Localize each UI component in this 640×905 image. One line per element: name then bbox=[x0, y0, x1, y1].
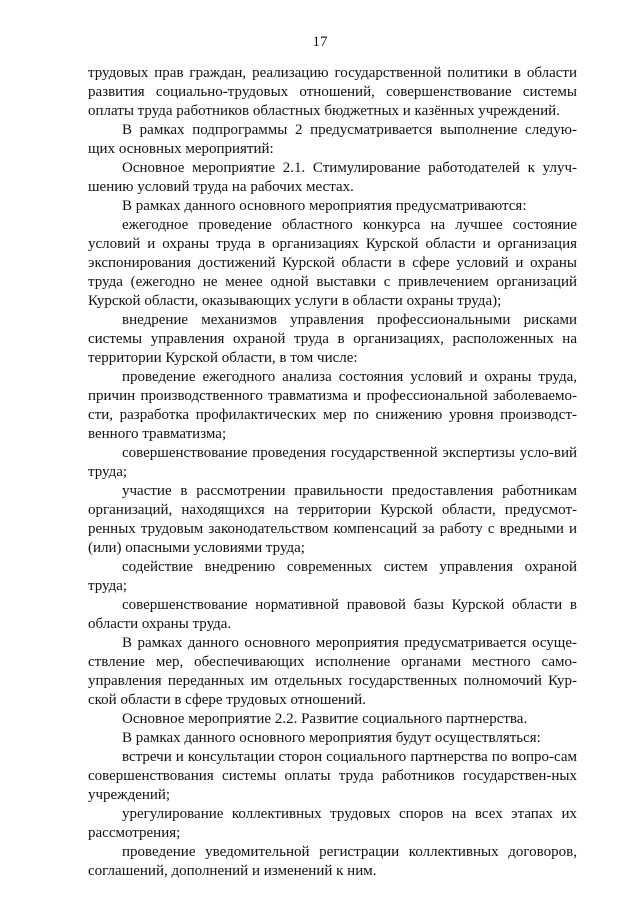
list-item: участие в рассмотрении правильности предоставления работникам организаций, находящихся на территории Курской области, предусмот-ренных трудовым законодательством компенсаций за работу с вредными и (или) опасными условиями труда; bbox=[88, 483, 577, 556]
list-item: проведение ежегодного анализа состояния условий и охраны труда, причин производственного травматизма и профессиональной заболеваемо-сти, разработка профилактических мер по снижению уровня производст-венного травматизма; bbox=[88, 369, 577, 442]
list-item: совершенствование проведения государственной экспертизы усло-вий труда; bbox=[88, 445, 577, 480]
paragraph-main-activity-2-2: Основное мероприятие 2.2. Развитие социального партнерства. bbox=[122, 711, 528, 727]
list-item: урегулирование коллективных трудовых споров на всех этапах их рассмотрения; bbox=[88, 806, 577, 841]
document-body bbox=[88, 64, 577, 881]
paragraph-continuation: трудовых прав граждан, реализацию государственной политики в области развития социально-трудовых отношений, совершенствование системы оплаты труда работников областных бюджетных и казённых учреждений. bbox=[88, 65, 577, 119]
list-item: проведение уведомительной регистрации коллективных договоров, соглашений, дополнений и изменений к ним. bbox=[88, 844, 577, 879]
paragraph: В рамках подпрограммы 2 предусматривается выполнение следую-щих основных мероприятий: bbox=[88, 122, 577, 157]
paragraph: В рамках данного основного мероприятия будут осуществляться: bbox=[122, 730, 541, 746]
paragraph: В рамках данного основного мероприятия предусматривается осуще-ствление мер, обеспечивающих исполнение органами местного само-управления переданных им отдельных государственных полномочий Кур-ской области в сфере трудовых отношений. bbox=[88, 635, 577, 708]
paragraph-main-activity-2-1: Основное мероприятие 2.1. Стимулирование работодателей к улуч-шению условий труда на рабочих местах. bbox=[88, 160, 577, 195]
list-item: встречи и консультации сторон социального партнерства по вопро-сам совершенствования системы оплаты труда работников государствен-ных учреждений; bbox=[88, 749, 577, 803]
paragraph: В рамках данного основного мероприятия предусматриваются: bbox=[122, 198, 527, 214]
list-item: содействие внедрению современных систем управления охраной труда; bbox=[88, 559, 577, 594]
list-item: ежегодное проведение областного конкурса на лучшее состояние условий и охраны труда в организациях Курской области и организация экспонирования достижений Курской области в сфере условий и охраны труда (ежегодно не менее одной выставки с привлечением организаций Курской области, оказывающих услуги в области охраны труда); bbox=[88, 217, 577, 309]
list-item: совершенствование нормативной правовой базы Курской области в области охраны труда. bbox=[88, 597, 577, 632]
list-item: внедрение механизмов управления профессиональными рисками системы управления охраной труда в организациях, расположенных на территории Курской области, в том числе: bbox=[88, 312, 577, 366]
page-number: 17 bbox=[312, 34, 328, 50]
